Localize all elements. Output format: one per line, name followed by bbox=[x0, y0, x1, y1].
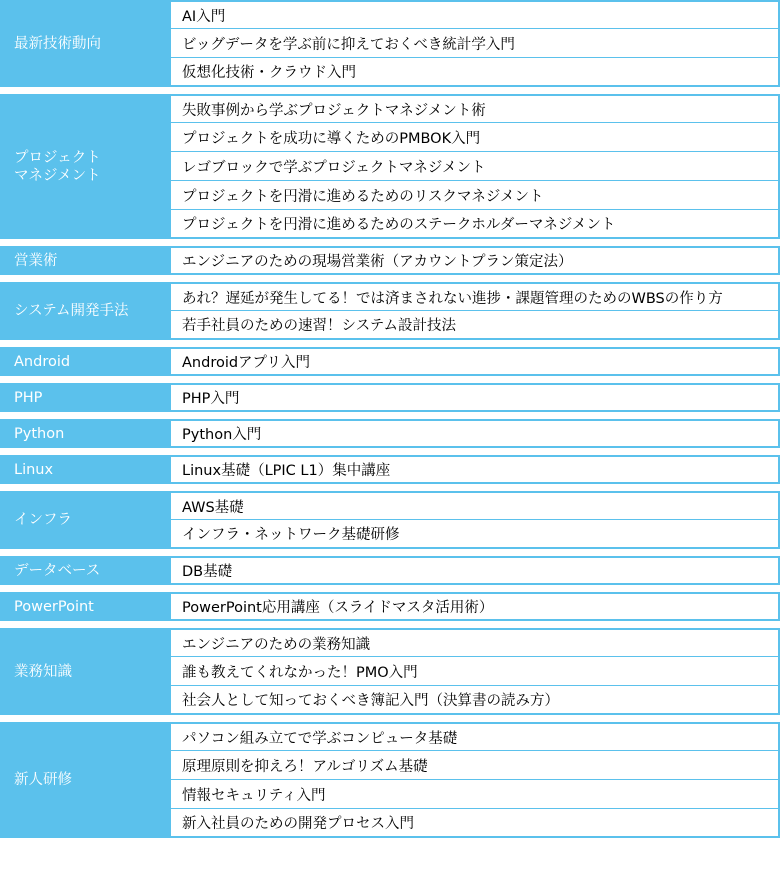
group-spacer bbox=[0, 448, 780, 455]
course-row bbox=[0, 246, 780, 275]
category-label: PowerPoint bbox=[0, 592, 169, 621]
course-title: あれ？遅延が発生してる！では済まされない進捗・課題管理のためのWBSの作り方 bbox=[169, 282, 780, 311]
group-spacer-cell bbox=[0, 621, 780, 628]
group-spacer-cell bbox=[0, 87, 780, 94]
group-spacer bbox=[0, 340, 780, 347]
category-label: PHP bbox=[0, 383, 169, 412]
course-row bbox=[0, 383, 780, 412]
course-title: エンジニアのための業務知識 bbox=[169, 628, 780, 657]
category-label: プロジェクト マネジメント bbox=[0, 94, 169, 239]
group-spacer bbox=[0, 715, 780, 722]
group-spacer bbox=[0, 412, 780, 419]
group-spacer bbox=[0, 87, 780, 94]
course-row bbox=[0, 455, 780, 484]
group-spacer-cell bbox=[0, 715, 780, 722]
course-row bbox=[0, 419, 780, 448]
course-title: プロジェクトを円滑に進めるためのリスクマネジメント bbox=[169, 181, 780, 210]
category-label: Python bbox=[0, 419, 169, 448]
course-row bbox=[0, 592, 780, 621]
course-title: ビッグデータを学ぶ前に抑えておくべき統計学入門 bbox=[169, 29, 780, 58]
course-title: 誰も教えてくれなかった！PMO入門 bbox=[169, 657, 780, 686]
group-spacer-cell bbox=[0, 275, 780, 282]
course-title: 若手社員のための速習！システム設計技法 bbox=[169, 311, 780, 340]
course-row bbox=[0, 628, 780, 657]
group-spacer-cell bbox=[0, 585, 780, 592]
group-spacer-cell bbox=[0, 376, 780, 383]
group-spacer bbox=[0, 484, 780, 491]
course-row bbox=[0, 0, 780, 29]
category-label: 新人研修 bbox=[0, 722, 169, 838]
course-title: 新入社員のための開発プロセス入門 bbox=[169, 809, 780, 838]
course-title: プロジェクトを成功に導くためのPMBOK入門 bbox=[169, 123, 780, 152]
course-title: レゴブロックで学ぶプロジェクトマネジメント bbox=[169, 152, 780, 181]
group-spacer bbox=[0, 376, 780, 383]
course-title: 原理原則を抑えろ！アルゴリズム基礎 bbox=[169, 751, 780, 780]
course-title: Androidアプリ入門 bbox=[169, 347, 780, 376]
course-row bbox=[0, 94, 780, 123]
course-title: Linux基礎（LPIC L1）集中講座 bbox=[169, 455, 780, 484]
group-spacer-cell bbox=[0, 340, 780, 347]
course-title: PowerPoint応用講座（スライドマスタ活用術） bbox=[169, 592, 780, 621]
course-row bbox=[0, 282, 780, 311]
course-title: パソコン組み立てで学ぶコンピュータ基礎 bbox=[169, 722, 780, 751]
group-spacer-cell bbox=[0, 448, 780, 455]
group-spacer-cell bbox=[0, 549, 780, 556]
course-row bbox=[0, 347, 780, 376]
course-row bbox=[0, 722, 780, 751]
course-title: 情報セキュリティ入門 bbox=[169, 780, 780, 809]
group-spacer bbox=[0, 239, 780, 246]
group-spacer bbox=[0, 621, 780, 628]
category-label: システム開発手法 bbox=[0, 282, 169, 340]
course-title: AWS基礎 bbox=[169, 491, 780, 520]
group-spacer-cell bbox=[0, 484, 780, 491]
course-title: 失敗事例から学ぶプロジェクトマネジメント術 bbox=[169, 94, 780, 123]
group-spacer-cell bbox=[0, 239, 780, 246]
category-label: Android bbox=[0, 347, 169, 376]
course-title: エンジニアのための現場営業術（アカウントプラン策定法） bbox=[169, 246, 780, 275]
course-title: DB基礎 bbox=[169, 556, 780, 585]
category-label: Linux bbox=[0, 455, 169, 484]
category-label: 最新技術動向 bbox=[0, 0, 169, 87]
group-spacer-cell bbox=[0, 412, 780, 419]
category-label: 営業術 bbox=[0, 246, 169, 275]
course-title: 仮想化技術・クラウド入門 bbox=[169, 58, 780, 87]
course-title: 社会人として知っておくべき簿記入門（決算書の読み方） bbox=[169, 686, 780, 715]
course-row bbox=[0, 491, 780, 520]
course-title: インフラ・ネットワーク基礎研修 bbox=[169, 520, 780, 549]
course-title: プロジェクトを円滑に進めるためのステークホルダーマネジメント bbox=[169, 210, 780, 239]
category-label: 業務知識 bbox=[0, 628, 169, 715]
category-label: インフラ bbox=[0, 491, 169, 549]
group-spacer bbox=[0, 549, 780, 556]
course-row bbox=[0, 556, 780, 585]
group-spacer bbox=[0, 275, 780, 282]
category-label: データベース bbox=[0, 556, 169, 585]
group-spacer bbox=[0, 585, 780, 592]
course-title: PHP入門 bbox=[169, 383, 780, 412]
course-title: AI入門 bbox=[169, 0, 780, 29]
course-title: Python入門 bbox=[169, 419, 780, 448]
